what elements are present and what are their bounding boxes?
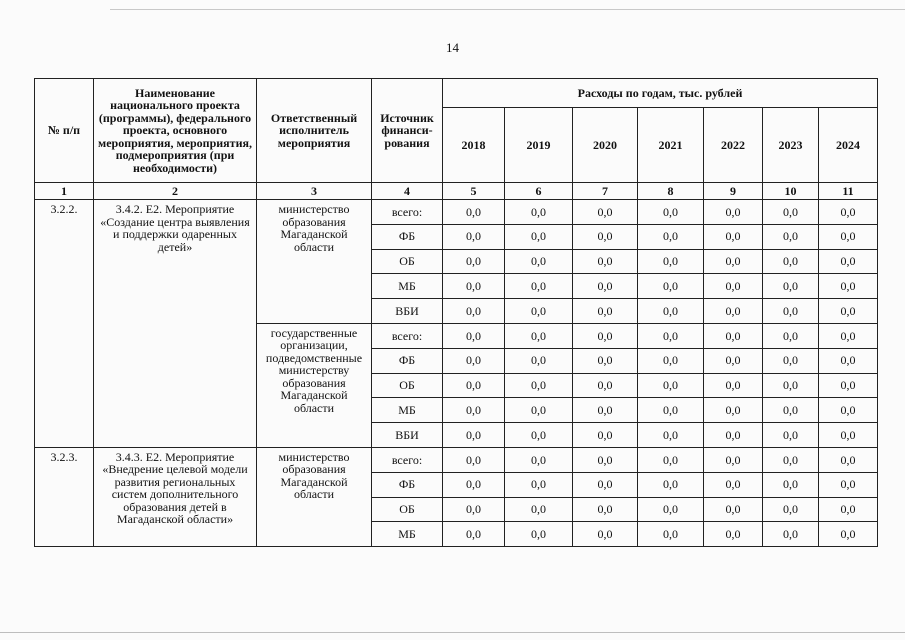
value-cell: 0,0	[704, 224, 763, 249]
index-6: 6	[505, 183, 573, 200]
value-cell: 0,0	[819, 299, 878, 324]
value-cell: 0,0	[443, 249, 505, 274]
funding-source: ФБ	[372, 224, 443, 249]
executor: министерство образования Магаданской области	[257, 200, 372, 324]
value-cell: 0,0	[763, 373, 819, 398]
index-5: 5	[443, 183, 505, 200]
value-cell: 0,0	[704, 274, 763, 299]
value-cell: 0,0	[505, 497, 573, 522]
value-cell: 0,0	[505, 472, 573, 497]
value-cell: 0,0	[638, 472, 704, 497]
value-cell: 0,0	[505, 200, 573, 225]
page-number: 14	[446, 40, 459, 55]
index-4: 4	[372, 183, 443, 200]
value-cell: 0,0	[443, 200, 505, 225]
value-cell: 0,0	[573, 447, 638, 472]
header-num: № п/п	[35, 79, 94, 183]
value-cell: 0,0	[505, 348, 573, 373]
value-cell: 0,0	[763, 348, 819, 373]
funding-source: всего:	[372, 200, 443, 225]
value-cell: 0,0	[505, 522, 573, 547]
value-cell: 0,0	[763, 274, 819, 299]
value-cell: 0,0	[638, 299, 704, 324]
year-2024: 2024	[819, 108, 878, 183]
value-cell: 0,0	[573, 323, 638, 348]
value-cell: 0,0	[638, 497, 704, 522]
value-cell: 0,0	[638, 348, 704, 373]
value-cell: 0,0	[443, 398, 505, 423]
value-cell: 0,0	[819, 200, 878, 225]
index-10: 10	[763, 183, 819, 200]
value-cell: 0,0	[573, 274, 638, 299]
value-cell: 0,0	[573, 224, 638, 249]
expenses-table	[34, 78, 878, 547]
value-cell: 0,0	[638, 373, 704, 398]
value-cell: 0,0	[763, 497, 819, 522]
funding-source: ФБ	[372, 348, 443, 373]
header-source: Источник финанси-рования	[372, 79, 443, 183]
value-cell: 0,0	[638, 249, 704, 274]
value-cell: 0,0	[573, 348, 638, 373]
value-cell: 0,0	[763, 299, 819, 324]
index-11: 11	[819, 183, 878, 200]
funding-source: ВБИ	[372, 299, 443, 324]
index-row	[35, 183, 878, 200]
value-cell: 0,0	[505, 423, 573, 448]
value-cell: 0,0	[763, 423, 819, 448]
year-2018: 2018	[443, 108, 505, 183]
value-cell: 0,0	[505, 224, 573, 249]
value-cell: 0,0	[763, 398, 819, 423]
value-cell: 0,0	[573, 299, 638, 324]
value-cell: 0,0	[819, 224, 878, 249]
executor: министерство образования Магаданской области	[257, 447, 372, 546]
value-cell: 0,0	[704, 249, 763, 274]
funding-source: ОБ	[372, 249, 443, 274]
value-cell: 0,0	[763, 447, 819, 472]
value-cell: 0,0	[819, 447, 878, 472]
measure-name: 3.4.3. Е2. Мероприятие «Внедрение целевой модели развития региональных систем дополнительного образования детей в Магаданской области»	[94, 447, 257, 546]
row-number: 3.2.2.	[35, 200, 94, 448]
value-cell: 0,0	[638, 398, 704, 423]
year-2019: 2019	[505, 108, 573, 183]
table-row	[35, 447, 878, 472]
value-cell: 0,0	[819, 522, 878, 547]
funding-source: ФБ	[372, 472, 443, 497]
index-7: 7	[573, 183, 638, 200]
index-2: 2	[94, 183, 257, 200]
funding-source: всего:	[372, 323, 443, 348]
header-executor: Ответственный исполнитель мероприятия	[257, 79, 372, 183]
funding-source: МБ	[372, 274, 443, 299]
value-cell: 0,0	[704, 423, 763, 448]
value-cell: 0,0	[819, 249, 878, 274]
value-cell: 0,0	[638, 200, 704, 225]
value-cell: 0,0	[704, 398, 763, 423]
value-cell: 0,0	[505, 274, 573, 299]
value-cell: 0,0	[704, 373, 763, 398]
value-cell: 0,0	[573, 398, 638, 423]
value-cell: 0,0	[573, 497, 638, 522]
value-cell: 0,0	[704, 348, 763, 373]
index-9: 9	[704, 183, 763, 200]
value-cell: 0,0	[819, 373, 878, 398]
value-cell: 0,0	[819, 398, 878, 423]
value-cell: 0,0	[763, 249, 819, 274]
value-cell: 0,0	[704, 323, 763, 348]
value-cell: 0,0	[704, 497, 763, 522]
value-cell: 0,0	[763, 200, 819, 225]
index-3: 3	[257, 183, 372, 200]
year-2020: 2020	[573, 108, 638, 183]
row-number: 3.2.3.	[35, 447, 94, 546]
funding-source: ВБИ	[372, 423, 443, 448]
value-cell: 0,0	[763, 522, 819, 547]
value-cell: 0,0	[573, 249, 638, 274]
value-cell: 0,0	[638, 274, 704, 299]
value-cell: 0,0	[819, 497, 878, 522]
value-cell: 0,0	[638, 522, 704, 547]
value-cell: 0,0	[443, 522, 505, 547]
value-cell: 0,0	[704, 299, 763, 324]
value-cell: 0,0	[638, 423, 704, 448]
value-cell: 0,0	[505, 323, 573, 348]
value-cell: 0,0	[819, 274, 878, 299]
top-scan-line	[110, 9, 905, 10]
value-cell: 0,0	[443, 423, 505, 448]
value-cell: 0,0	[505, 398, 573, 423]
value-cell: 0,0	[704, 447, 763, 472]
value-cell: 0,0	[819, 472, 878, 497]
value-cell: 0,0	[443, 497, 505, 522]
year-2023: 2023	[763, 108, 819, 183]
value-cell: 0,0	[573, 522, 638, 547]
executor: государственные организации, подведомственные министерству образования Магаданской области	[257, 323, 372, 447]
year-2021: 2021	[638, 108, 704, 183]
value-cell: 0,0	[704, 472, 763, 497]
funding-source: ОБ	[372, 373, 443, 398]
value-cell: 0,0	[819, 323, 878, 348]
value-cell: 0,0	[763, 224, 819, 249]
value-cell: 0,0	[505, 447, 573, 472]
value-cell: 0,0	[443, 224, 505, 249]
table-row	[35, 200, 878, 225]
header-row-1	[35, 79, 878, 108]
value-cell: 0,0	[573, 200, 638, 225]
bottom-scan-line	[0, 632, 905, 633]
value-cell: 0,0	[704, 200, 763, 225]
value-cell: 0,0	[505, 373, 573, 398]
value-cell: 0,0	[573, 373, 638, 398]
value-cell: 0,0	[443, 274, 505, 299]
value-cell: 0,0	[638, 224, 704, 249]
value-cell: 0,0	[443, 447, 505, 472]
value-cell: 0,0	[573, 472, 638, 497]
value-cell: 0,0	[704, 522, 763, 547]
header-name: Наименование национального проекта (программы), федерального проекта, основного мероприятия, мероприятия, подмероприятия (при необходимости)	[94, 79, 257, 183]
funding-source: МБ	[372, 522, 443, 547]
value-cell: 0,0	[443, 373, 505, 398]
index-8: 8	[638, 183, 704, 200]
value-cell: 0,0	[443, 299, 505, 324]
value-cell: 0,0	[638, 447, 704, 472]
index-1: 1	[35, 183, 94, 200]
funding-source: МБ	[372, 398, 443, 423]
value-cell: 0,0	[763, 472, 819, 497]
value-cell: 0,0	[443, 323, 505, 348]
value-cell: 0,0	[638, 323, 704, 348]
funding-source: всего:	[372, 447, 443, 472]
value-cell: 0,0	[763, 323, 819, 348]
value-cell: 0,0	[573, 423, 638, 448]
value-cell: 0,0	[505, 249, 573, 274]
funding-source: ОБ	[372, 497, 443, 522]
value-cell: 0,0	[819, 423, 878, 448]
header-expenses: Расходы по годам, тыс. рублей	[443, 79, 878, 108]
year-2022: 2022	[704, 108, 763, 183]
value-cell: 0,0	[443, 472, 505, 497]
value-cell: 0,0	[443, 348, 505, 373]
value-cell: 0,0	[505, 299, 573, 324]
measure-name: 3.4.2. Е2. Мероприятие «Создание центра выявления и поддержки одаренных детей»	[94, 200, 257, 448]
value-cell: 0,0	[819, 348, 878, 373]
